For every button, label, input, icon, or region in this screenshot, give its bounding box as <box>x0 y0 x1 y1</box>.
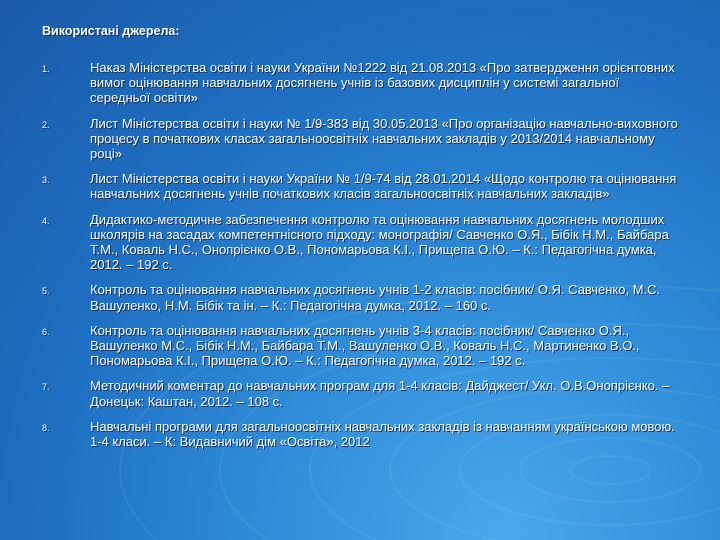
slide-content <box>42 24 692 459</box>
list-item <box>42 282 692 312</box>
item-text: Наказ Міністерства освіти і науки України №1222 від 21.08.2013 «Про затвердження орієнтовних вимог оцінювання навчальних досягнень учнів із базових дисциплін у системі загальної середньої освіти» <box>90 60 675 106</box>
item-text: Контроль та оцінювання навчальних досягнень учнів 3-4 класів: посібник/ Савченко О.Я., Вашуленко М.С., Бібік Н.М., Байбара Т.М., Вашуленко О.В., Коваль Н.С., Мартиненко В.О., Пономарьова К.І., Прищепа О.Ю. – К.: Педагогічна думка, 2012. – 192 с. <box>90 322 640 369</box>
list-item <box>42 60 692 106</box>
item-text: Лист Міністерства освіти і науки України № 1/9-74 від 28.01.2014 «Щодо контролю та оцінювання навчальних досягнень учнів початкових класів загальноосвітніх навчальних закладів» <box>90 171 677 202</box>
item-number: 5. <box>42 286 50 297</box>
list-item <box>42 323 692 369</box>
item-number: 4. <box>42 215 50 226</box>
sources-heading: Використані джерела: <box>42 24 180 38</box>
item-number: 3. <box>42 175 50 186</box>
item-number: 7. <box>42 382 50 393</box>
list-item <box>42 212 692 273</box>
item-number: 1. <box>42 64 50 74</box>
item-text: Контроль та оцінювання навчальних досягнень учнів 1-2 класів: посібник/ О.Я. Савченко, М.С. Вашуленко, Н.М. Бібік та ін. – К.: Педагогічна думка, 2012. – 160 с. <box>90 282 661 313</box>
list-item <box>42 171 692 201</box>
list-item <box>42 378 692 408</box>
list-item <box>42 419 692 449</box>
item-number: 2. <box>42 119 50 130</box>
item-text: Методичний коментар до навчальних програм для 1-4 класів: Дайджест/ Укл. О.В.Онопрієнко. – Донецьк: Каштан, 2012. – 108 с. <box>90 378 670 409</box>
list-item <box>42 116 692 162</box>
item-text: Навчальні програми для загальноосвітніх навчальних закладів із навчанням українською мовою. 1-4 класи. – К: Видавничий дім «Освіта», 2012 <box>90 418 675 450</box>
sources-list <box>42 60 692 449</box>
item-text: Дидактико-методичне забезпечення контролю та оцінювання навчальних досягнень молодших школярів на засадах компетентнісного підходу: монографія/ Савченко О.Я., Бібік Н.М., Байбара Т.М., Коваль Н.С., Онопрієнко О.В., Пономарьова К.І., Прищепа О.Ю. – К.: Педагогічна думка, 2012. – 192 с. <box>90 211 669 273</box>
item-number: 6. <box>42 326 50 337</box>
item-text: Лист Міністерства освіти і науки № 1/9-383 від 30.05.2013 «Про організацію навчально-виховного процесу в початкових класах загальноосвітніх навчальних закладів у 2013/2014 навчальному році» <box>90 115 678 162</box>
item-number: 8. <box>42 422 50 433</box>
